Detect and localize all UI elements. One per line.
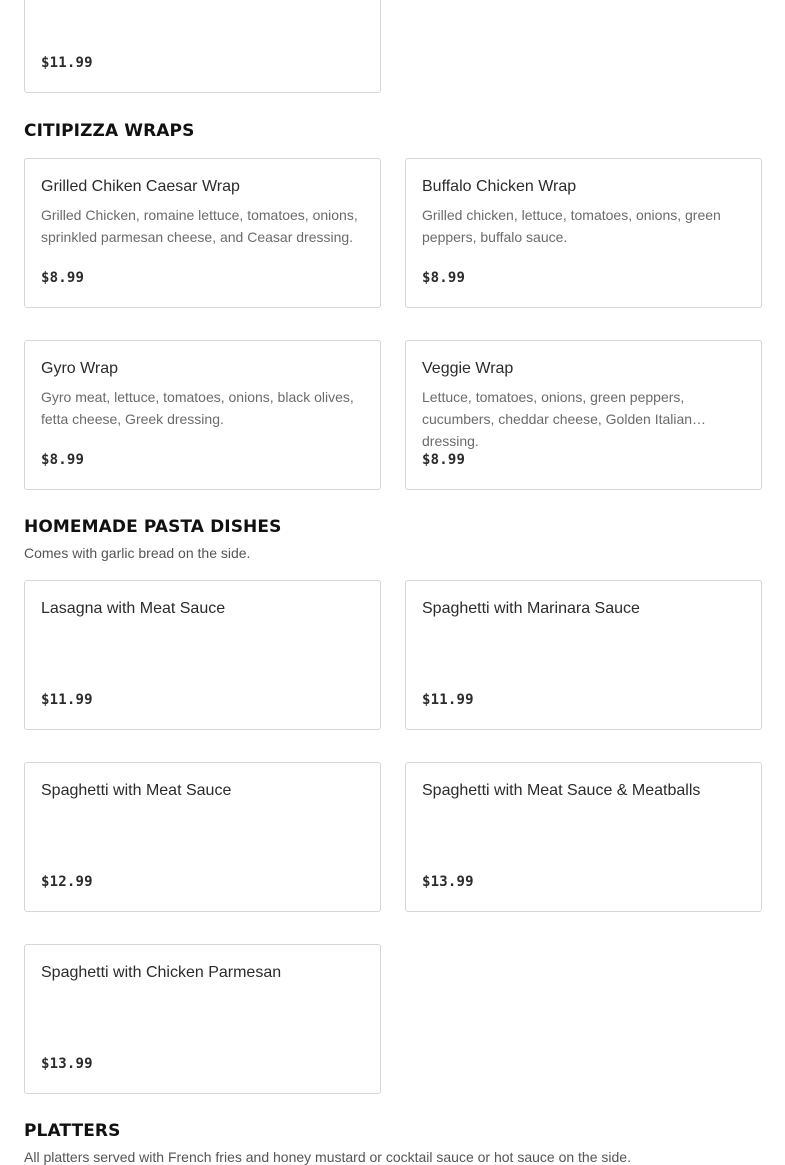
- section-title-platters: PLATTERS: [24, 1121, 121, 1141]
- menu-item-card[interactable]: [24, 158, 381, 308]
- item-description: Lettuce, tomatoes, onions, green peppers, cucumbers, cheddar cheese, Golden Italian dressing.: [422, 389, 693, 449]
- item-name: Veggie Wrap: [422, 360, 514, 377]
- item-description: Gyro meat, lettuce, tomatoes, onions, black olives, fetta cheese, Greek dressing.: [41, 389, 354, 427]
- section-title-pasta: HOMEMADE PASTA DISHES: [24, 517, 282, 537]
- item-price: $8.99: [422, 452, 466, 468]
- menu-item-card[interactable]: [405, 340, 762, 490]
- menu-item-card[interactable]: [24, 762, 381, 912]
- section-subtitle-pasta: Comes with garlic bread on the side.: [24, 545, 251, 561]
- item-price: $11.99: [41, 692, 93, 708]
- item-name: Gyro Wrap: [41, 360, 119, 377]
- menu-item-card[interactable]: [24, 580, 381, 730]
- menu-item-card[interactable]: [24, 340, 381, 490]
- item-price: $13.99: [422, 874, 474, 890]
- item-price: $13.99: [41, 1056, 93, 1072]
- item-price: $11.99: [41, 55, 93, 71]
- item-name: Grilled Chiken Caesar Wrap: [41, 178, 240, 195]
- menu-item-card[interactable]: [405, 580, 762, 730]
- item-price: $8.99: [41, 452, 85, 468]
- menu-item-card[interactable]: [405, 158, 762, 308]
- item-name: Spaghetti with Marinara Sauce: [422, 600, 640, 617]
- section-subtitle-platters: All platters served with French fries and honey mustard or cocktail sauce or hot sauce on the side.: [24, 1149, 631, 1165]
- item-name: Lasagna with Meat Sauce: [41, 600, 226, 617]
- section-title-wraps: CITIPIZZA WRAPS: [24, 121, 195, 141]
- item-price: $11.99: [422, 692, 474, 708]
- menu-item-card[interactable]: [24, 0, 381, 93]
- item-name: Buffalo Chicken Wrap: [422, 178, 577, 195]
- item-price: $8.99: [422, 270, 466, 286]
- item-name: Spaghetti with Meat Sauce: [41, 782, 232, 799]
- menu-item-card[interactable]: [24, 944, 381, 1094]
- item-description: Grilled chicken, lettuce, tomatoes, onions, green peppers, buffalo sauce.: [422, 207, 721, 245]
- item-price: $12.99: [41, 874, 93, 890]
- item-description: Grilled Chicken, romaine lettuce, tomatoes, onions, sprinkled parmesan cheese, and Ceasar dressing.: [41, 207, 358, 245]
- menu-item-card[interactable]: [405, 762, 762, 912]
- item-name: Spaghetti with Chicken Parmesan: [41, 964, 282, 981]
- item-name: Spaghetti with Meat Sauce & Meatballs: [422, 782, 701, 799]
- item-price: $8.99: [41, 270, 85, 286]
